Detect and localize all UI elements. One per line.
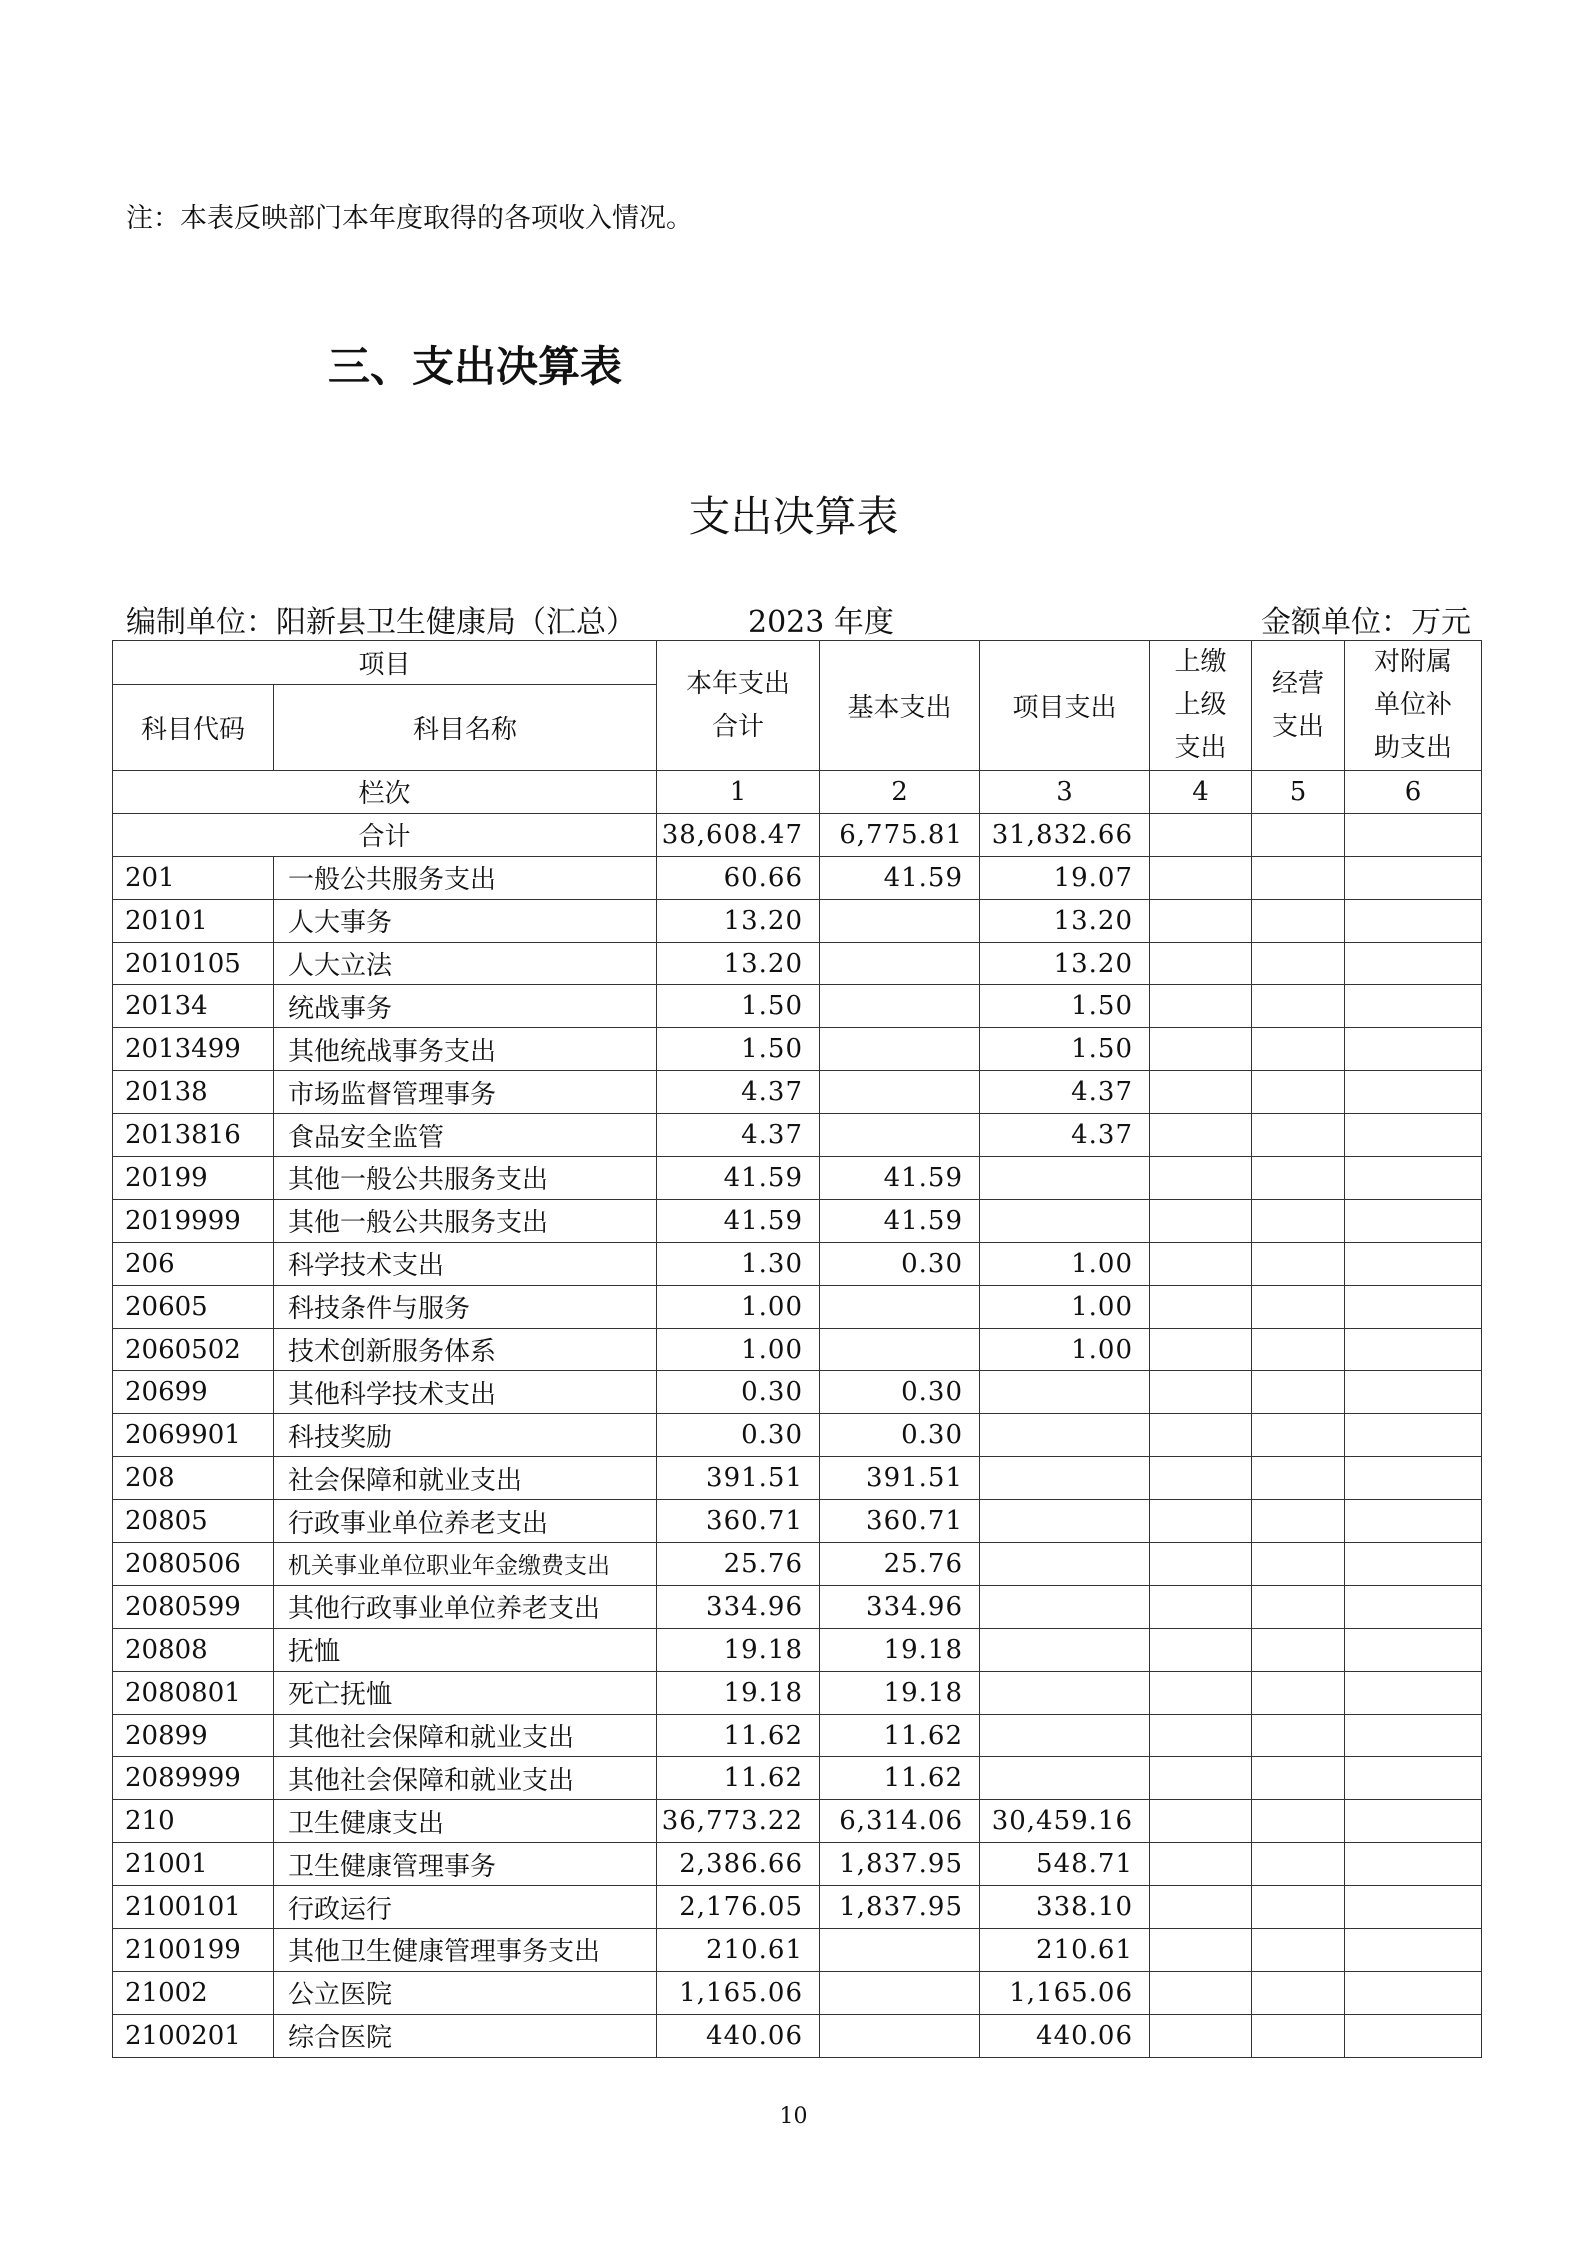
row-subsidy <box>1345 1414 1482 1457</box>
row-total: 41.59 <box>657 1199 820 1242</box>
table-row <box>113 1028 1482 1071</box>
row-basic: 11.62 <box>820 1714 980 1757</box>
row-total: 41.59 <box>657 1157 820 1200</box>
row-project <box>980 1543 1150 1586</box>
row-basic: 25.76 <box>820 1543 980 1586</box>
row-name: 人大事务 <box>274 899 657 942</box>
row-business <box>1252 1971 1345 2014</box>
row-name: 科学技术支出 <box>274 1242 657 1285</box>
row-business <box>1252 899 1345 942</box>
row-total: 0.30 <box>657 1371 820 1414</box>
row-total: 2,386.66 <box>657 1843 820 1886</box>
row-total: 360.71 <box>657 1500 820 1543</box>
row-name: 人大立法 <box>274 942 657 985</box>
row-upper <box>1150 2014 1252 2057</box>
row-total: 4.37 <box>657 1114 820 1157</box>
row-basic: 391.51 <box>820 1457 980 1500</box>
expenditure-table <box>112 640 1482 2058</box>
column-label: 栏次 <box>113 771 657 814</box>
row-business <box>1252 985 1345 1028</box>
row-name: 卫生健康支出 <box>274 1800 657 1843</box>
row-code: 210 <box>113 1800 274 1843</box>
row-total: 391.51 <box>657 1457 820 1500</box>
row-business <box>1252 1886 1345 1929</box>
sum-subsidy <box>1345 813 1482 856</box>
row-name: 社会保障和就业支出 <box>274 1457 657 1500</box>
row-name: 行政事业单位养老支出 <box>274 1500 657 1543</box>
row-upper <box>1150 1114 1252 1157</box>
row-upper <box>1150 1886 1252 1929</box>
row-code: 201 <box>113 856 274 899</box>
row-name: 其他一般公共服务支出 <box>274 1157 657 1200</box>
compiling-unit: 编制单位：阳新县卫生健康局（汇总） <box>126 605 636 640</box>
row-total: 25.76 <box>657 1543 820 1586</box>
row-upper <box>1150 1971 1252 2014</box>
row-subsidy <box>1345 1800 1482 1843</box>
row-project: 1.50 <box>980 985 1150 1028</box>
row-total: 13.20 <box>657 942 820 985</box>
row-code: 20101 <box>113 899 274 942</box>
row-basic: 334.96 <box>820 1585 980 1628</box>
table-row <box>113 1585 1482 1628</box>
row-name: 其他行政事业单位养老支出 <box>274 1585 657 1628</box>
amount-unit: 金额单位：万元 <box>1261 605 1471 640</box>
header-business-text: 经营支出 <box>1272 668 1325 742</box>
row-total: 11.62 <box>657 1714 820 1757</box>
row-code: 2060502 <box>113 1328 274 1371</box>
header-subsidy <box>1345 641 1482 771</box>
row-project: 440.06 <box>980 2014 1150 2057</box>
row-code: 2080801 <box>113 1671 274 1714</box>
row-basic: 19.18 <box>820 1671 980 1714</box>
table-row <box>113 985 1482 1028</box>
row-total: 19.18 <box>657 1628 820 1671</box>
row-subsidy <box>1345 1843 1482 1886</box>
row-name: 卫生健康管理事务 <box>274 1843 657 1886</box>
row-subsidy <box>1345 1114 1482 1157</box>
table-row <box>113 2014 1482 2057</box>
row-basic <box>820 899 980 942</box>
row-total: 1.00 <box>657 1285 820 1328</box>
row-basic: 41.59 <box>820 1199 980 1242</box>
row-code: 2100201 <box>113 2014 274 2057</box>
table-row <box>113 1628 1482 1671</box>
row-upper <box>1150 1929 1252 1972</box>
row-upper <box>1150 1414 1252 1457</box>
table-row <box>113 1071 1482 1114</box>
row-project: 1.50 <box>980 1028 1150 1071</box>
row-project <box>980 1457 1150 1500</box>
row-project: 30,459.16 <box>980 1800 1150 1843</box>
row-business <box>1252 1328 1345 1371</box>
row-code: 20199 <box>113 1157 274 1200</box>
sum-project: 31,832.66 <box>980 813 1150 856</box>
header-name: 科目名称 <box>274 684 657 770</box>
row-basic <box>820 1028 980 1071</box>
row-upper <box>1150 1028 1252 1071</box>
row-subsidy <box>1345 1543 1482 1586</box>
row-total: 0.30 <box>657 1414 820 1457</box>
row-total: 4.37 <box>657 1071 820 1114</box>
row-total: 334.96 <box>657 1585 820 1628</box>
row-project: 210.61 <box>980 1929 1150 1972</box>
table-row <box>113 856 1482 899</box>
row-total: 1.30 <box>657 1242 820 1285</box>
row-code: 21001 <box>113 1843 274 1886</box>
sum-label: 合计 <box>113 813 657 856</box>
row-upper <box>1150 899 1252 942</box>
row-upper <box>1150 856 1252 899</box>
table-row <box>113 942 1482 985</box>
table-row <box>113 1500 1482 1543</box>
row-business <box>1252 1843 1345 1886</box>
header-upper-text: 上缴上级支出 <box>1174 647 1227 763</box>
row-business <box>1252 1028 1345 1071</box>
row-code: 2019999 <box>113 1199 274 1242</box>
row-subsidy <box>1345 1628 1482 1671</box>
row-code: 20605 <box>113 1285 274 1328</box>
row-basic <box>820 1285 980 1328</box>
row-business <box>1252 1543 1345 1586</box>
row-business <box>1252 1242 1345 1285</box>
row-basic <box>820 985 980 1028</box>
row-project <box>980 1585 1150 1628</box>
row-total: 19.18 <box>657 1671 820 1714</box>
row-subsidy <box>1345 1071 1482 1114</box>
row-name: 抚恤 <box>274 1628 657 1671</box>
column-number: 2 <box>820 771 980 814</box>
table-row <box>113 1414 1482 1457</box>
row-subsidy <box>1345 1671 1482 1714</box>
table-row <box>113 1671 1482 1714</box>
table-row <box>113 1328 1482 1371</box>
table-row <box>113 899 1482 942</box>
sum-total: 38,608.47 <box>657 813 820 856</box>
header-total-text: 本年支出合计 <box>686 668 791 742</box>
row-basic: 0.30 <box>820 1371 980 1414</box>
row-basic: 360.71 <box>820 1500 980 1543</box>
row-subsidy <box>1345 1714 1482 1757</box>
row-business <box>1252 1628 1345 1671</box>
row-upper <box>1150 1843 1252 1886</box>
row-code: 2100101 <box>113 1886 274 1929</box>
row-upper <box>1150 1671 1252 1714</box>
row-upper <box>1150 1757 1252 1800</box>
column-number: 1 <box>657 771 820 814</box>
row-subsidy <box>1345 1371 1482 1414</box>
table-row <box>113 1929 1482 1972</box>
row-total: 1.00 <box>657 1328 820 1371</box>
table-header <box>113 641 1482 814</box>
row-name: 统战事务 <box>274 985 657 1028</box>
table-row <box>113 1971 1482 2014</box>
row-code: 20138 <box>113 1071 274 1114</box>
row-name: 其他一般公共服务支出 <box>274 1199 657 1242</box>
row-business <box>1252 1500 1345 1543</box>
row-total: 60.66 <box>657 856 820 899</box>
row-business <box>1252 1757 1345 1800</box>
note-text: 注：本表反映部门本年度取得的各项收入情况。 <box>126 203 693 234</box>
page-number: 10 <box>779 2104 808 2129</box>
column-number: 4 <box>1150 771 1252 814</box>
row-project: 1.00 <box>980 1328 1150 1371</box>
row-total: 11.62 <box>657 1757 820 1800</box>
table-row <box>113 1757 1482 1800</box>
row-name: 机关事业单位职业年金缴费支出 <box>274 1543 657 1586</box>
row-name: 其他社会保障和就业支出 <box>274 1714 657 1757</box>
row-project: 4.37 <box>980 1071 1150 1114</box>
row-subsidy <box>1345 1028 1482 1071</box>
row-code: 2089999 <box>113 1757 274 1800</box>
row-upper <box>1150 1285 1252 1328</box>
row-code: 21002 <box>113 1971 274 2014</box>
row-code: 208 <box>113 1457 274 1500</box>
header-business <box>1252 641 1345 771</box>
row-business <box>1252 2014 1345 2057</box>
row-basic: 0.30 <box>820 1242 980 1285</box>
row-basic <box>820 2014 980 2057</box>
row-code: 20808 <box>113 1628 274 1671</box>
row-basic: 1,837.95 <box>820 1886 980 1929</box>
table-row <box>113 1886 1482 1929</box>
row-code: 20805 <box>113 1500 274 1543</box>
row-project: 1,165.06 <box>980 1971 1150 2014</box>
row-code: 2013499 <box>113 1028 274 1071</box>
row-basic: 6,314.06 <box>820 1800 980 1843</box>
row-subsidy <box>1345 899 1482 942</box>
table-row <box>113 1457 1482 1500</box>
table-row <box>113 1371 1482 1414</box>
section-heading: 三、支出决算表 <box>328 342 623 391</box>
row-basic <box>820 942 980 985</box>
sum-upper <box>1150 813 1252 856</box>
row-business <box>1252 1371 1345 1414</box>
row-subsidy <box>1345 1157 1482 1200</box>
row-upper <box>1150 1543 1252 1586</box>
row-business <box>1252 1157 1345 1200</box>
row-subsidy <box>1345 856 1482 899</box>
row-subsidy <box>1345 942 1482 985</box>
row-name: 其他科学技术支出 <box>274 1371 657 1414</box>
row-subsidy <box>1345 1971 1482 2014</box>
row-business <box>1252 1714 1345 1757</box>
sum-basic: 6,775.81 <box>820 813 980 856</box>
row-business <box>1252 1114 1345 1157</box>
row-upper <box>1150 1714 1252 1757</box>
header-code: 科目代码 <box>113 684 274 770</box>
row-name: 其他社会保障和就业支出 <box>274 1757 657 1800</box>
sum-business <box>1252 813 1345 856</box>
row-subsidy <box>1345 1285 1482 1328</box>
row-upper <box>1150 1071 1252 1114</box>
row-total: 1,165.06 <box>657 1971 820 2014</box>
row-project: 13.20 <box>980 942 1150 985</box>
row-name: 技术创新服务体系 <box>274 1328 657 1371</box>
row-project: 338.10 <box>980 1886 1150 1929</box>
row-upper <box>1150 1585 1252 1628</box>
row-project <box>980 1714 1150 1757</box>
row-basic: 11.62 <box>820 1757 980 1800</box>
row-upper <box>1150 1242 1252 1285</box>
row-upper <box>1150 1628 1252 1671</box>
row-basic <box>820 1328 980 1371</box>
row-subsidy <box>1345 1199 1482 1242</box>
row-total: 440.06 <box>657 2014 820 2057</box>
table-row <box>113 1800 1482 1843</box>
row-subsidy <box>1345 985 1482 1028</box>
table-row <box>113 1114 1482 1157</box>
row-code: 2080506 <box>113 1543 274 1586</box>
row-name: 科技奖励 <box>274 1414 657 1457</box>
table-row <box>113 1157 1482 1200</box>
row-project: 548.71 <box>980 1843 1150 1886</box>
header-total <box>657 641 820 771</box>
row-basic: 19.18 <box>820 1628 980 1671</box>
row-business <box>1252 1800 1345 1843</box>
row-total: 2,176.05 <box>657 1886 820 1929</box>
row-upper <box>1150 942 1252 985</box>
header-upper <box>1150 641 1252 771</box>
row-upper <box>1150 1500 1252 1543</box>
table-row <box>113 1543 1482 1586</box>
table-title: 支出决算表 <box>688 492 899 541</box>
row-project <box>980 1157 1150 1200</box>
row-subsidy <box>1345 1929 1482 1972</box>
row-project: 19.07 <box>980 856 1150 899</box>
row-project <box>980 1371 1150 1414</box>
table-row <box>113 1843 1482 1886</box>
row-project: 13.20 <box>980 899 1150 942</box>
row-business <box>1252 942 1345 985</box>
row-project <box>980 1757 1150 1800</box>
row-subsidy <box>1345 1457 1482 1500</box>
row-upper <box>1150 985 1252 1028</box>
row-subsidy <box>1345 1500 1482 1543</box>
row-business <box>1252 856 1345 899</box>
table-row <box>113 1714 1482 1757</box>
row-total: 1.50 <box>657 1028 820 1071</box>
row-name: 行政运行 <box>274 1886 657 1929</box>
row-name: 其他统战事务支出 <box>274 1028 657 1071</box>
row-code: 20134 <box>113 985 274 1028</box>
row-name: 其他卫生健康管理事务支出 <box>274 1929 657 1972</box>
column-number: 6 <box>1345 771 1482 814</box>
column-number: 3 <box>980 771 1150 814</box>
row-upper <box>1150 1157 1252 1200</box>
row-business <box>1252 1929 1345 1972</box>
sum-row <box>113 813 1482 856</box>
row-name: 综合医院 <box>274 2014 657 2057</box>
row-total: 1.50 <box>657 985 820 1028</box>
row-code: 2013816 <box>113 1114 274 1157</box>
row-subsidy <box>1345 1757 1482 1800</box>
row-business <box>1252 1199 1345 1242</box>
row-name: 市场监督管理事务 <box>274 1071 657 1114</box>
header-item: 项目 <box>113 641 657 685</box>
row-project <box>980 1500 1150 1543</box>
row-subsidy <box>1345 1886 1482 1929</box>
row-business <box>1252 1285 1345 1328</box>
row-total: 210.61 <box>657 1929 820 1972</box>
row-upper <box>1150 1457 1252 1500</box>
row-upper <box>1150 1800 1252 1843</box>
row-project: 4.37 <box>980 1114 1150 1157</box>
row-code: 2010105 <box>113 942 274 985</box>
row-code: 2080599 <box>113 1585 274 1628</box>
table-body <box>113 813 1482 2057</box>
row-project <box>980 1199 1150 1242</box>
row-project: 1.00 <box>980 1242 1150 1285</box>
row-business <box>1252 1071 1345 1114</box>
row-upper <box>1150 1328 1252 1371</box>
row-total: 13.20 <box>657 899 820 942</box>
row-basic: 1,837.95 <box>820 1843 980 1886</box>
row-basic: 41.59 <box>820 1157 980 1200</box>
row-subsidy <box>1345 1242 1482 1285</box>
row-project <box>980 1628 1150 1671</box>
row-code: 2100199 <box>113 1929 274 1972</box>
header-subsidy-text: 对附属单位补助支出 <box>1374 647 1453 763</box>
row-name: 公立医院 <box>274 1971 657 2014</box>
table-row <box>113 1199 1482 1242</box>
row-upper <box>1150 1371 1252 1414</box>
row-basic: 41.59 <box>820 856 980 899</box>
row-project <box>980 1414 1150 1457</box>
row-basic <box>820 1071 980 1114</box>
table-row <box>113 1242 1482 1285</box>
row-name: 死亡抚恤 <box>274 1671 657 1714</box>
row-subsidy <box>1345 1328 1482 1371</box>
row-project: 1.00 <box>980 1285 1150 1328</box>
row-subsidy <box>1345 2014 1482 2057</box>
row-code: 20899 <box>113 1714 274 1757</box>
header-basic: 基本支出 <box>820 641 980 771</box>
row-code: 20699 <box>113 1371 274 1414</box>
row-project <box>980 1671 1150 1714</box>
row-basic <box>820 1114 980 1157</box>
row-business <box>1252 1585 1345 1628</box>
row-business <box>1252 1457 1345 1500</box>
row-code: 2069901 <box>113 1414 274 1457</box>
row-name: 一般公共服务支出 <box>274 856 657 899</box>
header-project: 项目支出 <box>980 641 1150 771</box>
fiscal-year: 2023 年度 <box>748 605 894 640</box>
row-total: 36,773.22 <box>657 1800 820 1843</box>
row-name: 食品安全监管 <box>274 1114 657 1157</box>
row-basic <box>820 1929 980 1972</box>
row-upper <box>1150 1199 1252 1242</box>
row-basic <box>820 1971 980 2014</box>
row-basic: 0.30 <box>820 1414 980 1457</box>
table-row <box>113 1285 1482 1328</box>
row-subsidy <box>1345 1585 1482 1628</box>
column-number: 5 <box>1252 771 1345 814</box>
row-code: 206 <box>113 1242 274 1285</box>
row-business <box>1252 1671 1345 1714</box>
row-business <box>1252 1414 1345 1457</box>
row-name: 科技条件与服务 <box>274 1285 657 1328</box>
